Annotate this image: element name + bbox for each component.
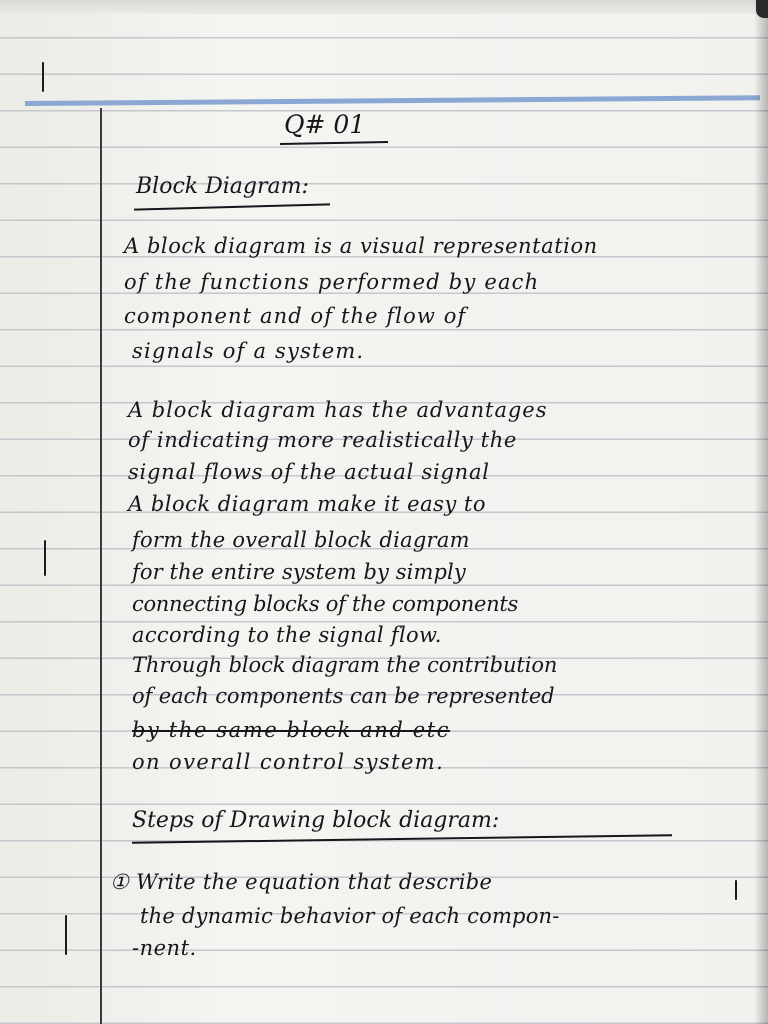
text-line: A block diagram make it easy to	[128, 492, 487, 516]
text-line: on overall control system.	[132, 750, 445, 774]
text-line: component and of the flow of	[124, 304, 467, 328]
margin-pen-mark	[42, 62, 44, 92]
question-label: Q# 01	[284, 110, 366, 139]
text-line: of indicating more realistically the	[128, 428, 517, 452]
heading-steps: Steps of Drawing block diagram:	[132, 808, 500, 833]
struck-out-text-line: by the same block and etc	[132, 718, 451, 742]
text-line: of each components can be represented	[132, 684, 555, 708]
step-line: -nent.	[132, 936, 197, 960]
header-rule-line	[25, 95, 760, 106]
margin-pen-mark	[735, 880, 737, 900]
margin-pen-mark	[65, 915, 67, 955]
page-edge-shadow	[754, 0, 768, 1024]
text-line: signals of a system.	[132, 339, 365, 363]
heading-block-diagram: Block Diagram:	[136, 174, 309, 199]
step-line: ① Write the equation that describe	[110, 870, 493, 894]
margin-pen-mark	[44, 540, 46, 576]
text-line: for the entire system by simply	[132, 560, 466, 584]
text-line: signal flows of the actual signal	[128, 460, 490, 484]
text-line: Through block diagram the contribution	[132, 653, 558, 677]
text-line: A block diagram is a visual representation	[124, 234, 598, 258]
heading-underline	[134, 203, 330, 210]
page-top-edge	[0, 0, 768, 14]
text-line: connecting blocks of the components	[132, 592, 518, 616]
heading-underline	[132, 834, 672, 843]
text-line: of the functions performed by each	[124, 270, 540, 294]
text-line: form the overall block diagram	[132, 528, 470, 552]
step-line: the dynamic behavior of each compon-	[140, 904, 560, 928]
text-line: according to the signal flow.	[132, 623, 442, 647]
margin-line	[100, 108, 102, 1024]
text-line: A block diagram has the advantages	[128, 398, 548, 422]
page-corner	[756, 0, 768, 18]
question-underline	[280, 141, 388, 145]
